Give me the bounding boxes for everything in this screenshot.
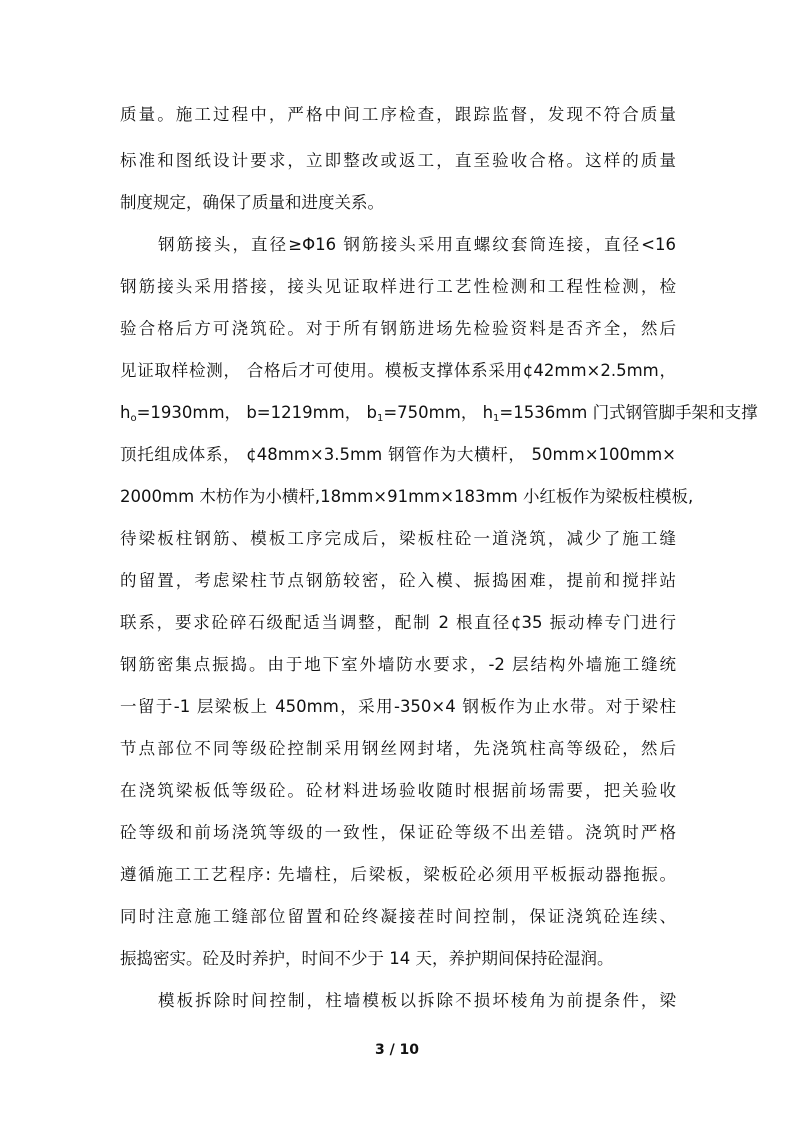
text-line: 钢筋接头，直径≥Φ16 钢筋接头采用直螺纹套筒连接，直径<16 <box>158 235 676 254</box>
text-line: 钢筋接头采用搭接，接头见证取样进行工艺性检测和工程性检测，检 <box>120 277 676 296</box>
h1-val: =1536mm 门式钢管脚手架和支撑 <box>499 403 758 422</box>
text-line: 质量。施工过程中，严格中间工序检查，跟踪监督，发现不符合质量 <box>120 105 676 124</box>
page-number: 3 / 10 <box>374 1042 420 1058</box>
text-line: 见证取样检测， 合格后才可使用。模板支撑体系采用¢42mm×2.5mm， <box>120 361 676 380</box>
text-line: 标准和图纸设计要求，立即整改或返工，直至验收合格。这样的质量 <box>120 151 676 170</box>
text-line: 制度规定，确保了质量和进度关系。 <box>120 193 384 212</box>
text-line: 遵循施工工艺程序: 先墙柱，后梁板，梁板砼必须用平板振动器拖振。 <box>120 865 676 884</box>
text-line: 待梁板柱钢筋、模板工序完成后，梁板柱砼一道浇筑，减少了施工缝 <box>120 529 676 548</box>
h1-var: h <box>482 403 494 422</box>
b1-var: b <box>366 403 377 422</box>
b1-val: =750mm， <box>383 403 478 422</box>
b-text: b=1219mm， <box>246 403 362 422</box>
text-line: 一留于-1 层梁板上 450mm，采用-350×4 钢板作为止水带。对于梁柱 <box>120 697 676 716</box>
b1-sub: 1 <box>376 413 384 424</box>
text-line: 模板拆除时间控制，柱墙模板以拆除不损坏棱角为前提条件，梁 <box>158 991 676 1010</box>
text-line: 验合格后方可浇筑砼。对于所有钢筋进场先检验资料是否齐全，然后 <box>120 319 676 338</box>
text-line: 联系，要求砼碎石级配适当调整，配制 2 根直径¢35 振动棒专门进行 <box>120 613 676 632</box>
text-line: 2000mm 木枋作为小横杆,18mm×91mm×183mm 小红板作为梁板柱模板, <box>120 487 694 506</box>
h-val: =1930mm， <box>136 403 242 422</box>
text-line: 顶托组成体系， ¢48mm×3.5mm 钢管作为大横杆， 50mm×100mm× <box>120 445 676 464</box>
text-line: 钢筋密集点振捣。由于地下室外墙防水要求，-2 层结构外墙施工缝统 <box>120 655 676 674</box>
text-line: 的留置，考虑梁柱节点钢筋较密，砼入模、振捣困难，提前和搅拌站 <box>120 571 676 590</box>
h1-sub: 1 <box>493 413 500 424</box>
text-line: 同时注意施工缝部位留置和砼终凝接茬时间控制，保证浇筑砼连续、 <box>120 907 676 926</box>
text-line: 节点部位不同等级砼控制采用钢丝网封堵，先浇筑柱高等级砼，然后 <box>120 739 676 758</box>
h-var: h <box>120 403 131 422</box>
h-sub: o <box>130 413 137 424</box>
text-line: 在浇筑梁板低等级砼。砼材料进场验收随时根据前场需要，把关验收 <box>120 781 676 800</box>
text-line: 砼等级和前场浇筑等级的一致性，保证砼等级不出差错。浇筑时严格 <box>120 823 676 842</box>
text-line: 振捣密实。砼及时养护，时间不少于 14 天，养护期间保持砼湿润。 <box>120 949 614 968</box>
spec-line <box>120 398 758 428</box>
